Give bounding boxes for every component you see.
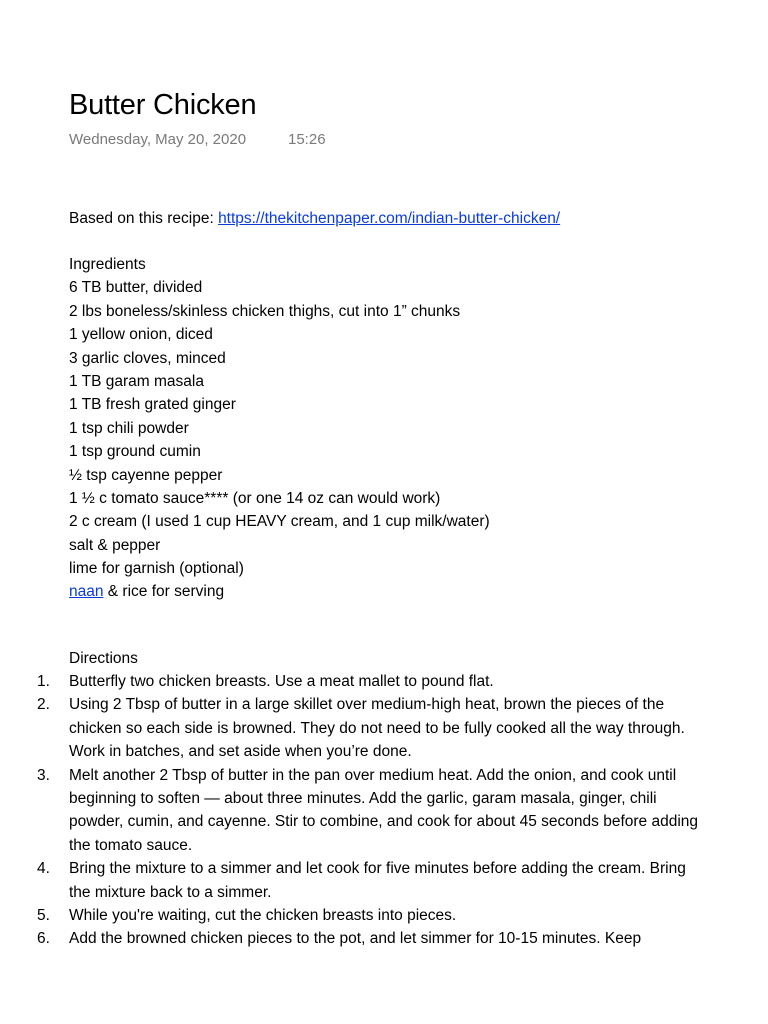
step-number: 5.: [37, 907, 50, 925]
direction-step: [0, 693, 709, 763]
ingredient-item-naan: [69, 580, 490, 603]
ingredient-item: lime for garnish (optional): [69, 560, 244, 578]
ingredient-item: 2 c cream (I used 1 cup HEAVY cream, and 1 cup milk/water): [69, 513, 490, 531]
step-number: 3.: [37, 766, 50, 784]
step-number: 1.: [37, 673, 50, 690]
ingredient-item: 1 TB fresh grated ginger: [69, 396, 236, 414]
direction-step: [0, 670, 709, 693]
page-title: Butter Chicken: [69, 89, 257, 121]
note-time: 15:26: [288, 131, 326, 148]
direction-step: [0, 857, 709, 904]
ingredient-item: 1 ½ c tomato sauce**** (or one 14 oz can would work): [69, 489, 441, 507]
step-text: Using 2 Tbsp of butter in a large skillet over medium-high heat, brown the pieces of the chicken so each side is browned. They do not need to be fully cooked all the way through. Work in batches, and set aside when you’re done.: [69, 696, 685, 761]
direction-step: [0, 904, 709, 927]
step-number: 6.: [37, 930, 50, 948]
step-text: Bring the mixture to a simmer and let cook for five minutes before adding the cream. Bring the mixture back to a simmer.: [69, 860, 686, 901]
ingredient-item: ½ tsp cayenne pepper: [69, 466, 223, 484]
recipe-source-link[interactable]: https://thekitchenpaper.com/indian-butter-chicken/: [218, 210, 561, 227]
naan-link[interactable]: naan: [69, 583, 104, 601]
step-text: While you're waiting, cut the chicken breasts into pieces.: [69, 907, 457, 925]
direction-step: [0, 764, 709, 858]
recipe-source-label: Based on this recipe:: [69, 210, 219, 227]
naan-suffix: & rice for serving: [103, 583, 225, 601]
ingredient-item: 1 tsp ground cumin: [69, 443, 201, 461]
note-timestamp: [69, 130, 326, 150]
note-date: Wednesday, May 20, 2020: [69, 131, 247, 148]
ingredients-list: [69, 253, 490, 604]
recipe-source-line: [69, 207, 560, 230]
step-text: Melt another 2 Tbsp of butter in the pan over medium heat. Add the onion, and cook until beginning to soften — about three minutes. Add the garlic, garam masala, ginger, chili powder, cumin, and cayenne. Stir to combine, and cook for about 45 seconds before adding the tomato sauce.: [69, 766, 699, 854]
step-text: Butterfly two chicken breasts. Use a meat mallet to pound flat.: [69, 673, 494, 690]
step-number: 2.: [37, 696, 50, 714]
direction-step: [0, 927, 709, 950]
ingredient-item: 2 lbs boneless/skinless chicken thighs, cut into 1” chunks: [69, 302, 461, 320]
step-number: 4.: [37, 860, 50, 878]
directions-list: [0, 670, 768, 951]
ingredient-item: 1 yellow onion, diced: [69, 326, 213, 344]
step-text: Add the browned chicken pieces to the pot, and let simmer for 10-15 minutes. Keep: [69, 930, 642, 948]
ingredient-item: 6 TB butter, divided: [69, 279, 203, 297]
ingredient-item: 1 tsp chili powder: [69, 419, 189, 437]
ingredient-item: salt & pepper: [69, 536, 161, 554]
ingredient-item: 1 TB garam masala: [69, 372, 204, 390]
ingredient-item: 3 garlic cloves, minced: [69, 349, 226, 367]
directions-heading: Directions: [69, 650, 138, 667]
ingredients-heading: Ingredients: [69, 256, 146, 273]
